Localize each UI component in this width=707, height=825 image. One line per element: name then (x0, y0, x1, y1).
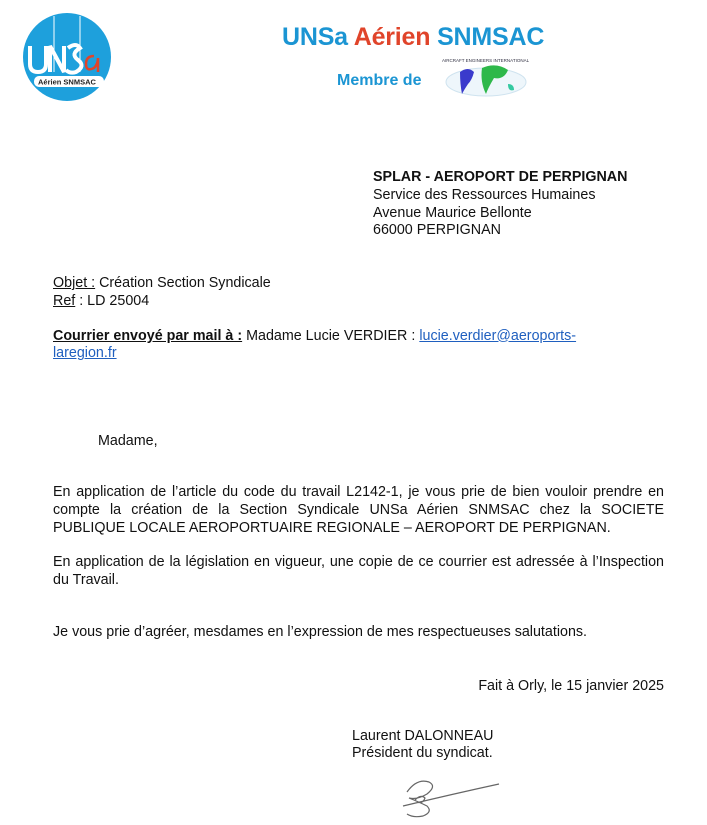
svg-text:Aérien SNMSAC: Aérien SNMSAC (38, 77, 96, 87)
ref-value: : LD 25004 (75, 292, 150, 309)
address-line: 66000 PERPIGNAN (373, 222, 501, 239)
aircraft-engineers-international-logo (438, 56, 533, 98)
mail-recipient: Madame Lucie VERDIER : (242, 327, 420, 344)
mail-line (53, 328, 633, 364)
ref-label: Ref (53, 292, 76, 309)
signatory-name: Laurent DALONNEAU (352, 727, 494, 744)
paragraph: En application de la législation en vigueur, une copie de ce courrier est adressée à l’Inspection du Travail. (53, 554, 664, 589)
recipient-name: SPLAR - AEROPORT DE PERPIGNAN (373, 169, 628, 185)
unsa-logo (22, 12, 112, 102)
recipient-address (373, 169, 627, 240)
address-line: Avenue Maurice Bellonte (373, 204, 532, 221)
paragraph: Je vous prie d’agréer, mesdames en l’expression de mes respectueuses salutations. (53, 623, 588, 640)
letter-body (53, 275, 664, 763)
union-title (282, 22, 544, 52)
membre-label: Membre de (337, 72, 422, 89)
title-snmsac: SNMSAC (437, 23, 545, 51)
paragraph: En application de l’article du code du travail L2142-1, je vous prie de bien vouloir prendre en compte la création de la Section Syndicale UNSa Aérien SNMSAC chez la SOCIETE PUBLIQUE LOCALE AEROPORTUAIRE REGIONALE – AEROPORT DE PERPIGNAN. (53, 483, 664, 536)
title-aerien: Aérien (353, 23, 431, 51)
objet-line (53, 275, 664, 293)
mail-label: Courrier envoyé par mail à : (53, 327, 243, 344)
objet-label: Objet : (53, 275, 96, 291)
email-link[interactable]: lucie.verdier@aeroports-laregion.fr (53, 327, 577, 362)
address-line: Service des Ressources Humaines (373, 186, 596, 203)
objet-value: Création Section Syndicale (95, 275, 271, 291)
handwritten-signature (385, 772, 505, 820)
svg-text:AIRCRAFT ENGINEERS INTERNATION: AIRCRAFT ENGINEERS INTERNATIONAL (442, 58, 530, 63)
salutation: Madame, (98, 433, 158, 450)
place-date: Fait à Orly, le 15 janvier 2025 (478, 677, 664, 694)
ref-line (53, 293, 664, 311)
signatory-role: Président du syndicat. (352, 745, 493, 762)
title-unsa: UNSa (282, 23, 348, 51)
signature-block (53, 728, 664, 764)
